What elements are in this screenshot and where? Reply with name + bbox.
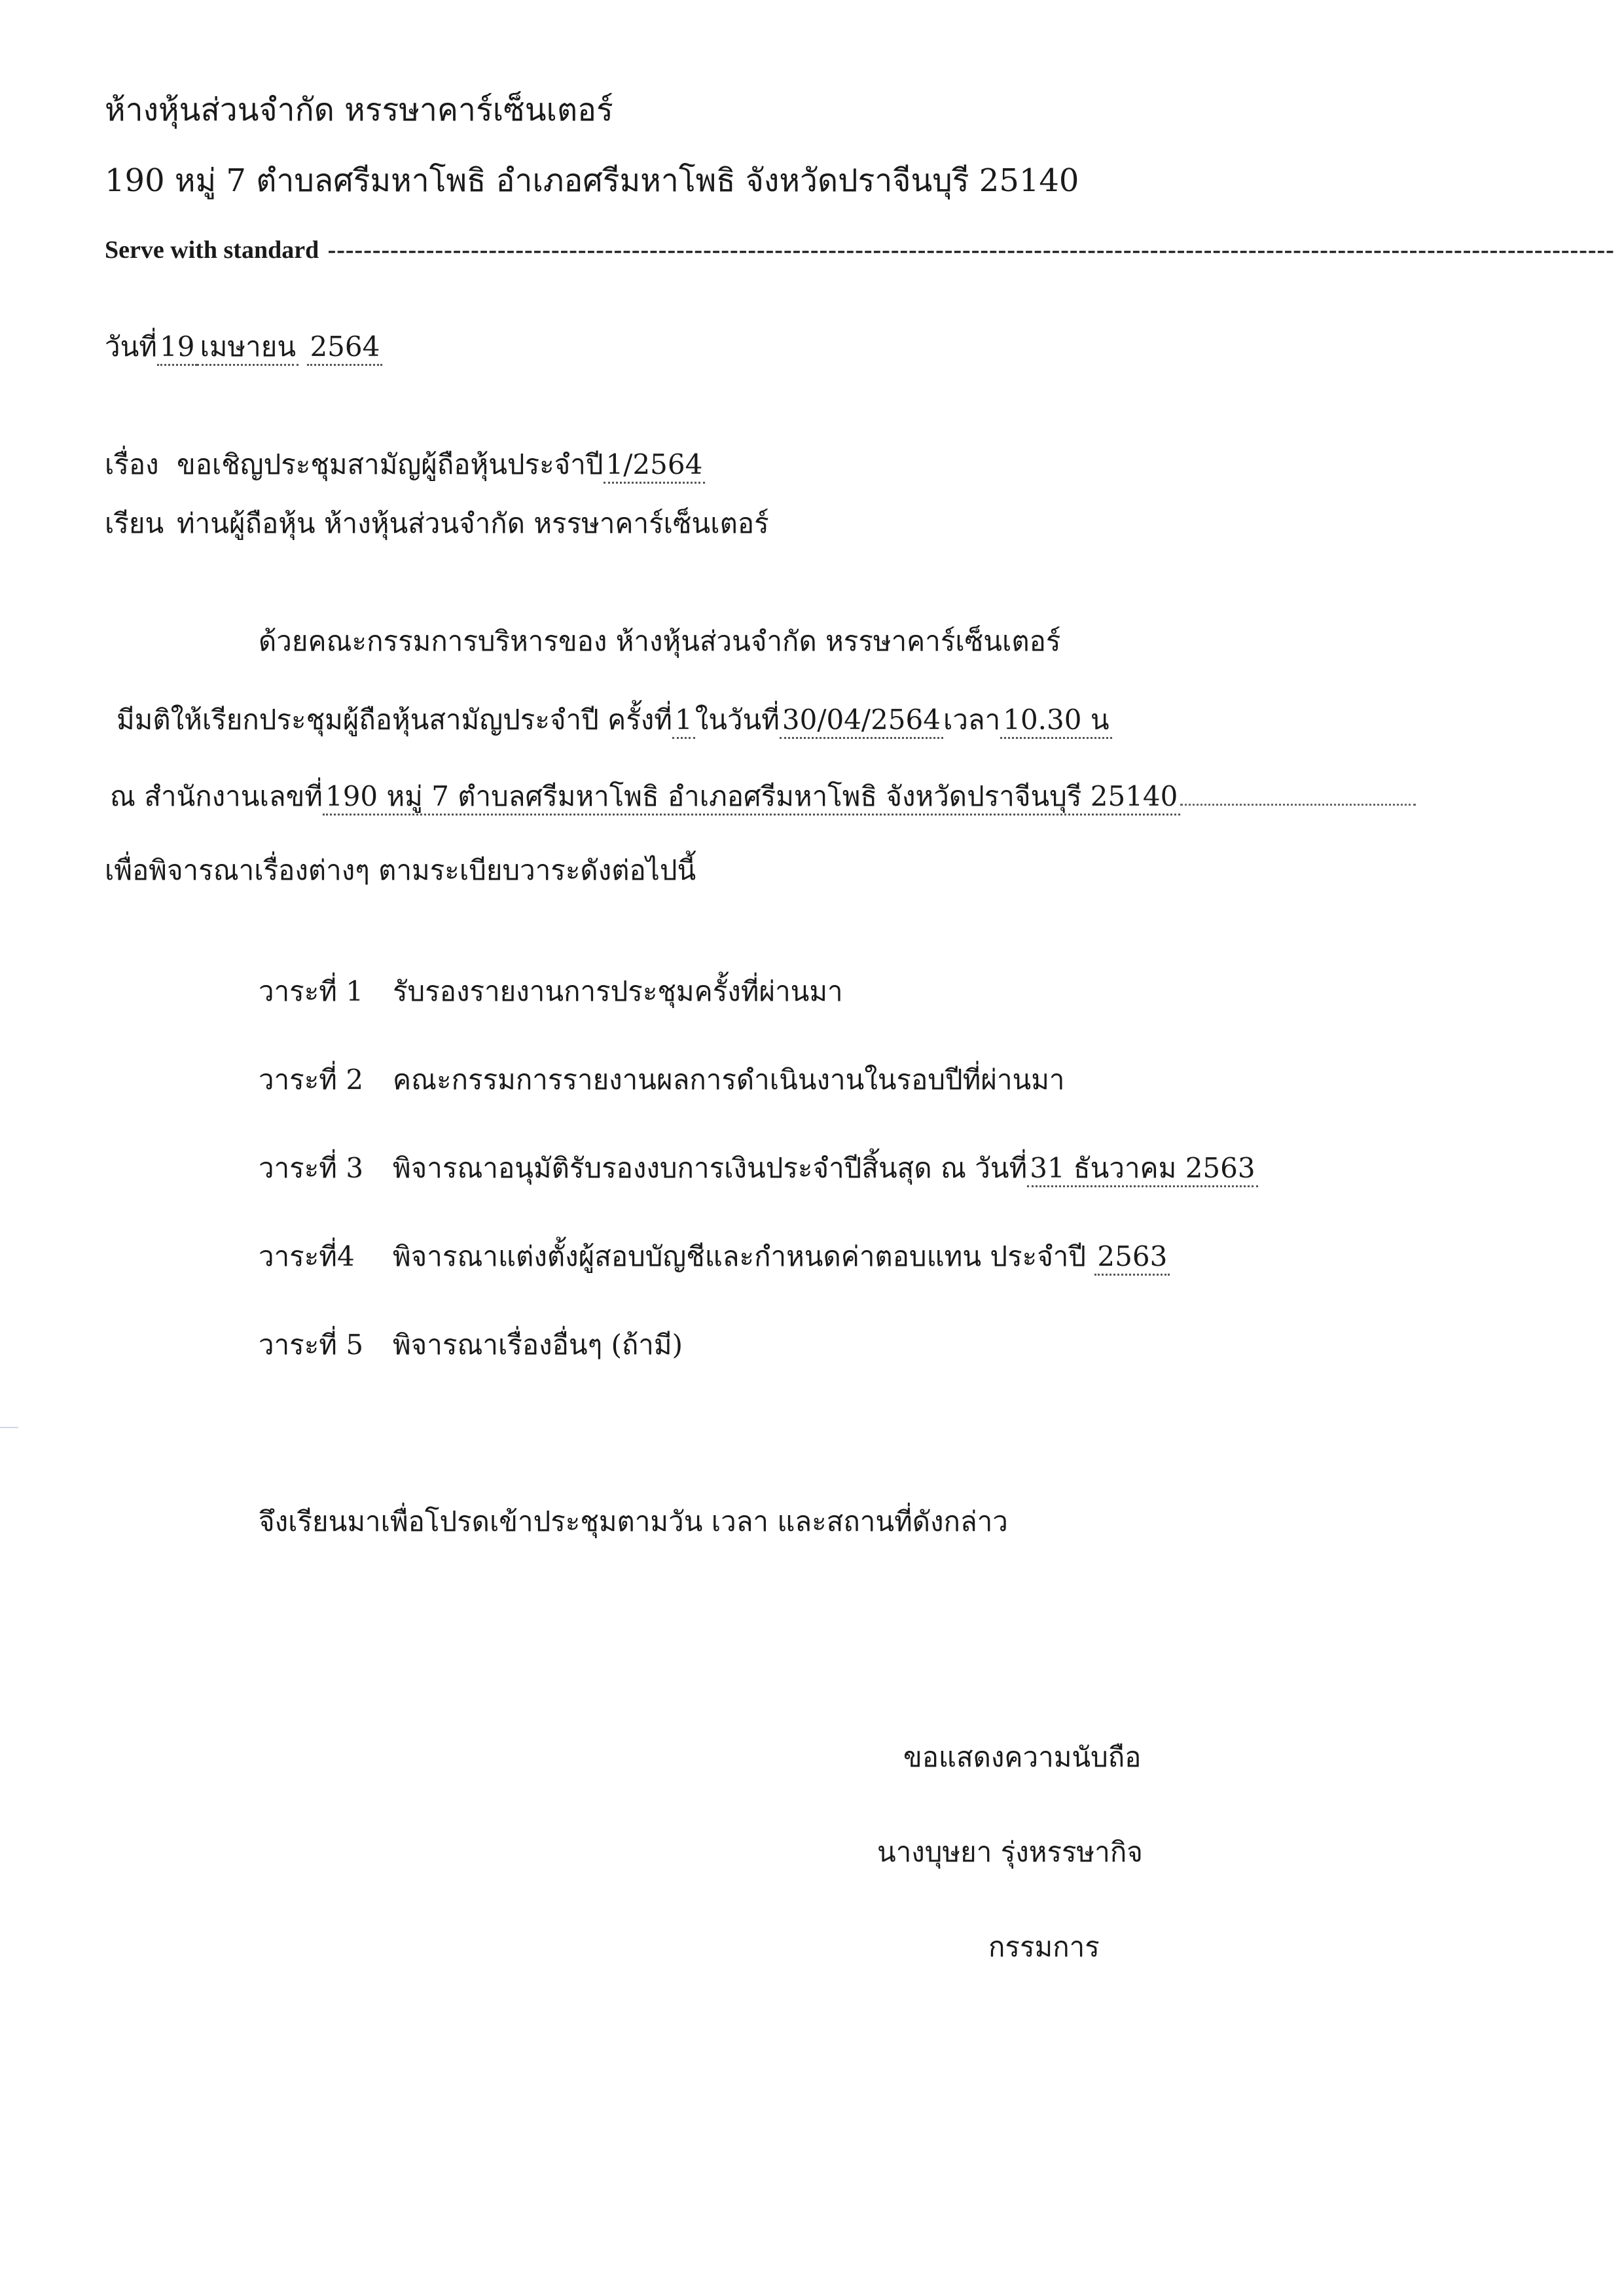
meeting-date: 30/04/2564 [780, 704, 943, 739]
agenda-text-2: คณะกรรมการรายงานผลการดำเนินงานในรอบปีที่ผ่านมา [393, 1064, 1065, 1096]
meeting-number: 1 [672, 704, 695, 739]
agenda-item-4 [259, 1240, 1170, 1273]
agenda-text-1: รับรองรายงานการประชุมครั้งที่ผ่านมา [393, 975, 843, 1007]
recipient-line [105, 507, 769, 540]
agenda-date-3: 31 ธันวาคม 2563 [1027, 1152, 1257, 1187]
meeting-time: 10.30 น [1000, 704, 1111, 739]
body-line-1: ด้วยคณะกรรมการบริหารของ ห้างหุ้นส่วนจำกัด หรรษาคาร์เซ็นเตอร์ [259, 625, 1061, 657]
agenda-item-2 [259, 1064, 1065, 1096]
subject-label: เรื่อง [105, 448, 159, 480]
body-line-2: มีมติให้เรียกประชุมผู้ถือหุ้นสามัญประจำปี ครั้งที่1ในวันที่30/04/2564เวลา10.30 น [117, 704, 1112, 736]
scan-edge-mark [0, 1427, 18, 1428]
agenda-label-2: วาระที่ 2 [259, 1064, 364, 1096]
signature-title: กรรมการ [988, 1931, 1100, 1963]
agenda-label-5: วาระที่ 5 [259, 1329, 364, 1361]
subject-text: ขอเชิญประชุมสามัญผู้ถือหุ้นประจำปี [177, 448, 604, 480]
closing-line: จึงเรียนมาเพื่อโปรดเข้าประชุมตามวัน เวลา และสถานที่ดังกล่าว [259, 1505, 1008, 1537]
company-address: 190 หมู่ 7 ตำบลศรีมหาโพธิ อำเภอศรีมหาโพธิ จังหวัดปราจีนบุรี 25140 [105, 162, 1079, 199]
dotted-fill [1180, 804, 1416, 806]
letter-date: วันที่19 เมษายน 2564 [105, 331, 382, 363]
agenda-year-4: 2563 [1094, 1240, 1170, 1276]
agenda-label-3: วาระที่ 3 [259, 1152, 364, 1184]
agenda-text-4: พิจารณาแต่งตั้งผู้สอบบัญชีและกำหนดค่าตอบแทน ประจำปี [393, 1240, 1087, 1272]
agenda-text-3: พิจารณาอนุมัติรับรองงบการเงินประจำปีสิ้นสุด ณ วันที่ [393, 1152, 1028, 1184]
slogan-line [105, 232, 1615, 266]
meeting-place: 190 หมู่ 7 ตำบลศรีมหาโพธิ อำเภอศรีมหาโพธิ จังหวัดปราจีนบุรี 25140 [323, 780, 1180, 816]
agenda-label-4: วาระที่4 [259, 1240, 355, 1272]
slogan-text: Serve with standard [105, 236, 319, 264]
agenda-text-5: พิจารณาเรื่องอื่นๆ (ถ้ามี) [393, 1329, 683, 1361]
agenda-item-3 [259, 1152, 1258, 1185]
recipient-label: เรียน [105, 507, 164, 539]
agenda-item-5 [259, 1329, 683, 1361]
agenda-label-1: วาระที่ 1 [259, 975, 364, 1007]
subject-number: 1/2564 [604, 448, 706, 484]
date-day: 19 [157, 331, 197, 366]
agenda-item-1 [259, 975, 843, 1008]
date-year: 2564 [307, 331, 382, 366]
recipient-text: ท่านผู้ถือหุ้น ห้างหุ้นส่วนจำกัด หรรษาคาร์เซ็นเตอร์ [177, 507, 769, 539]
body-line-4: เพื่อพิจารณาเรื่องต่างๆ ตามระเบียบวาระดังต่อไปนี้ [105, 854, 696, 886]
company-name: ห้างหุ้นส่วนจำกัด หรรษาคาร์เซ็นเตอร์ [105, 92, 613, 128]
slogan-dashes: ------------------------------------------------------------------------------------------------------------------------------------------------ [327, 236, 1615, 264]
body-line-3: ณ สำนักงานเลขที่190 หมู่ 7 ตำบลศรีมหาโพธิ อำเภอศรีมหาโพธิ จังหวัดปราจีนบุรี 25140 [110, 780, 1416, 813]
subject-line [105, 448, 705, 481]
signature-regards: ขอแสดงความนับถือ [903, 1741, 1142, 1773]
signature-name: นางบุษยา รุ่งหรรษากิจ [877, 1836, 1143, 1868]
date-month: เมษายน [197, 331, 298, 366]
